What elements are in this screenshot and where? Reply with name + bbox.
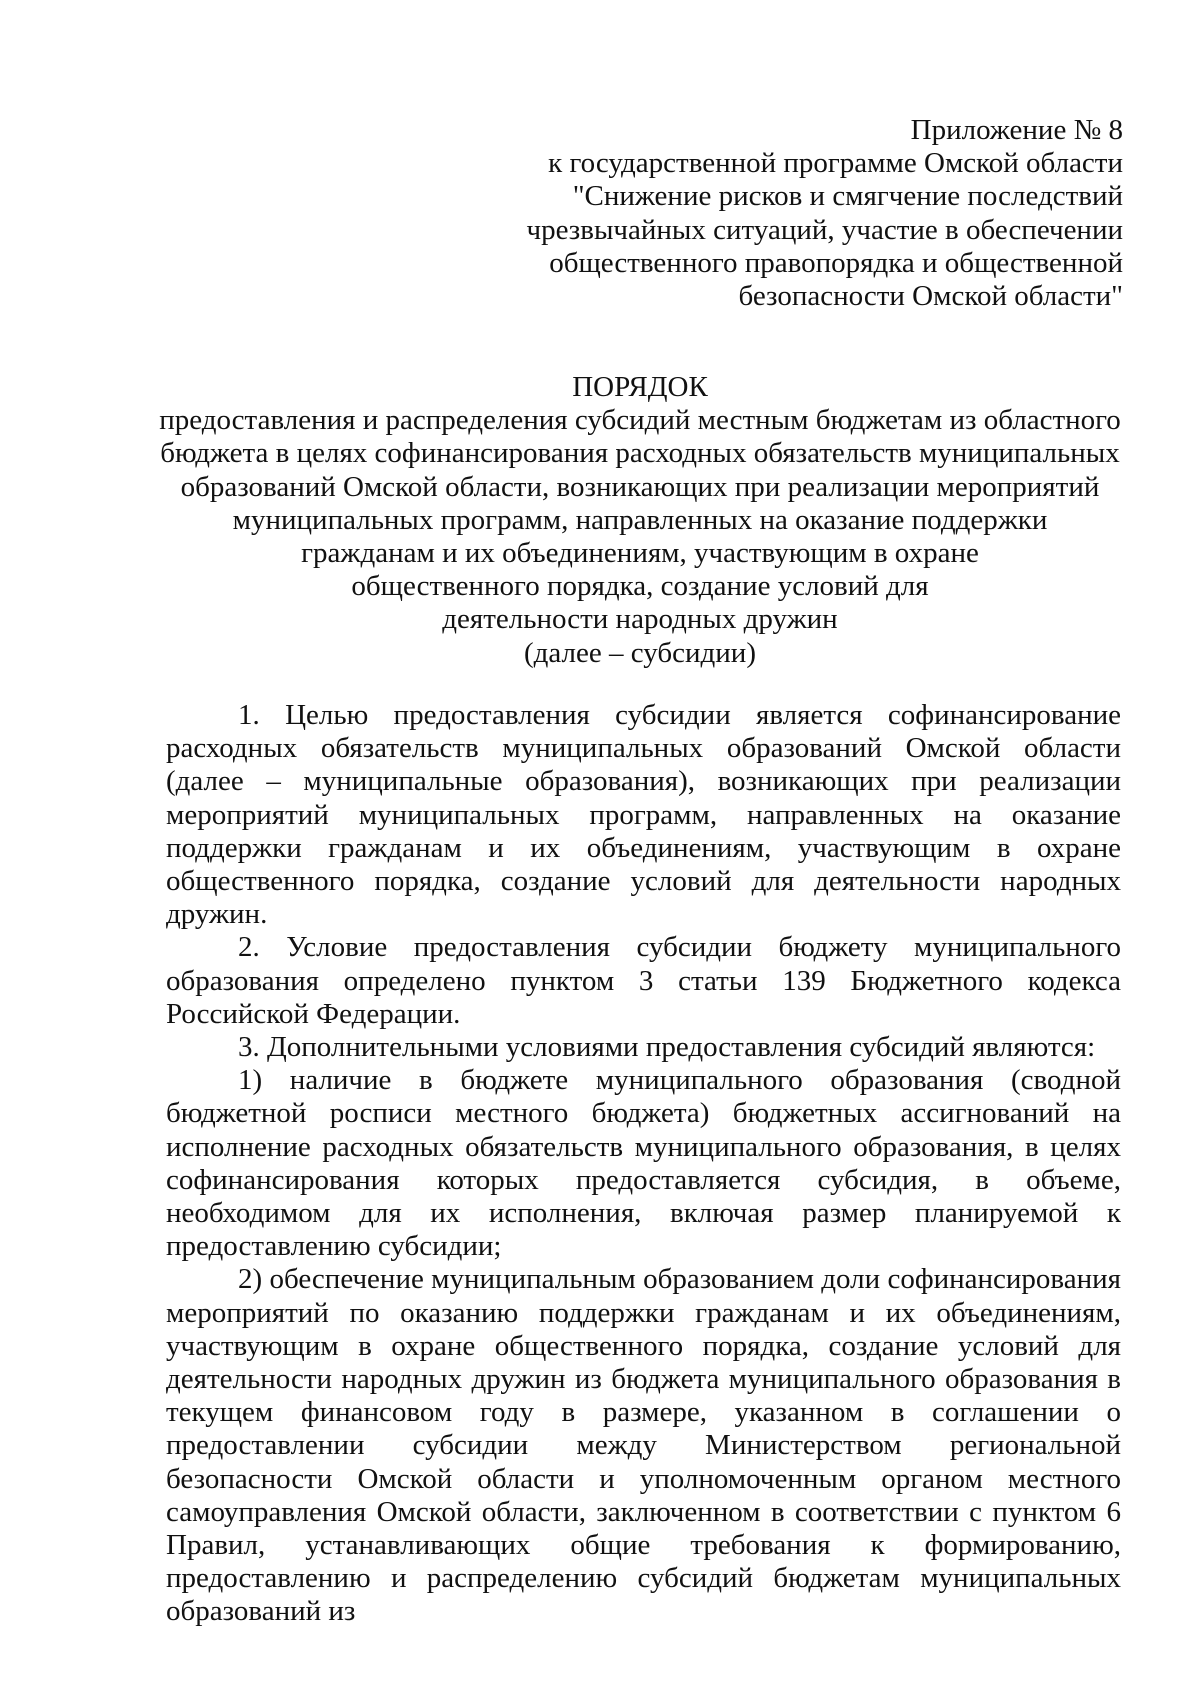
title-line: гражданам и их объединениям, участвующим в охране: [301, 537, 979, 570]
paragraph-3: 3. Дополнительными условиями предоставления субсидий являются:: [238, 1031, 1096, 1064]
paragraph-3-item-1: 1) наличие в бюджете муниципального образования (сводной бюджетной росписи местного бюджета) бюджетных ассигнований на исполнение расходных обязательств муниципального образования, в целях софинансирования которых предоставляется субсидия, в объеме, необходимом для их исполнения, включая размер планируемой к предоставлению субсидии;: [166, 1064, 1121, 1263]
title-line: деятельности народных дружин: [442, 603, 838, 636]
paragraph-1: 1. Целью предоставления субсидии является софинансирование расходных обязательств муниципальных образований Омской области (далее – муниципальные образования), возникающих при реализации мероприятий муниципальных программ, направленных на оказание поддержки гражданам и их объединениям, участвующим в охране общественного порядка, создание условий для деятельности народных дружин.: [166, 699, 1121, 931]
title-heading: ПОРЯДОК: [572, 371, 708, 403]
paragraph-3-item-2: 2) обеспечение муниципальным образованием доли софинансирования мероприятий по оказанию поддержки гражданам и их объединениям, участвующим в охране общественного порядка, создание условий для деятельности народных дружин из бюджета муниципального образования в текущем финансовом году в размере, указанном в соглашении о предоставлении субсидии между Министерством региональной безопасности Омской области и уполномоченным органом местного самоуправления Омской области, заключенном в соответствии с пунктом 6 Правил, устанавливающих общие требования к формированию, предоставлению и распределению субсидий бюджетам муниципальных образований из: [166, 1263, 1121, 1628]
paragraph-2: 2. Условие предоставления субсидии бюджету муниципального образования определено пунктом 3 статьи 139 Бюджетного кодекса Российской Федерации.: [166, 931, 1121, 1030]
title-line: муниципальных программ, направленных на оказание поддержки: [232, 503, 1048, 536]
title-line: образований Омской области, возникающих при реализации мероприятий: [180, 470, 1100, 503]
title-line: общественного порядка, создание условий для: [351, 570, 929, 603]
appendix-line: безопасности Омской области": [738, 280, 1123, 313]
title-line: (далее – субсидии): [524, 636, 756, 669]
appendix-line: Приложение № 8: [910, 114, 1123, 146]
title-line: предоставления и распределения субсидий местным бюджетам из областного: [159, 404, 1121, 437]
title-line: бюджета в целях софинансирования расходных обязательств муниципальных: [160, 437, 1120, 470]
appendix-line: общественного правопорядка и общественной: [549, 246, 1123, 279]
appendix-line: "Снижение рисков и смягчение последствий: [572, 180, 1123, 213]
appendix-line: к государственной программе Омской области: [548, 147, 1123, 180]
appendix-header: [483, 114, 1123, 313]
appendix-line: чрезвычайных ситуаций, участие в обеспечении: [526, 213, 1123, 246]
document-body: [166, 699, 1121, 1629]
document-title: [150, 371, 1130, 670]
